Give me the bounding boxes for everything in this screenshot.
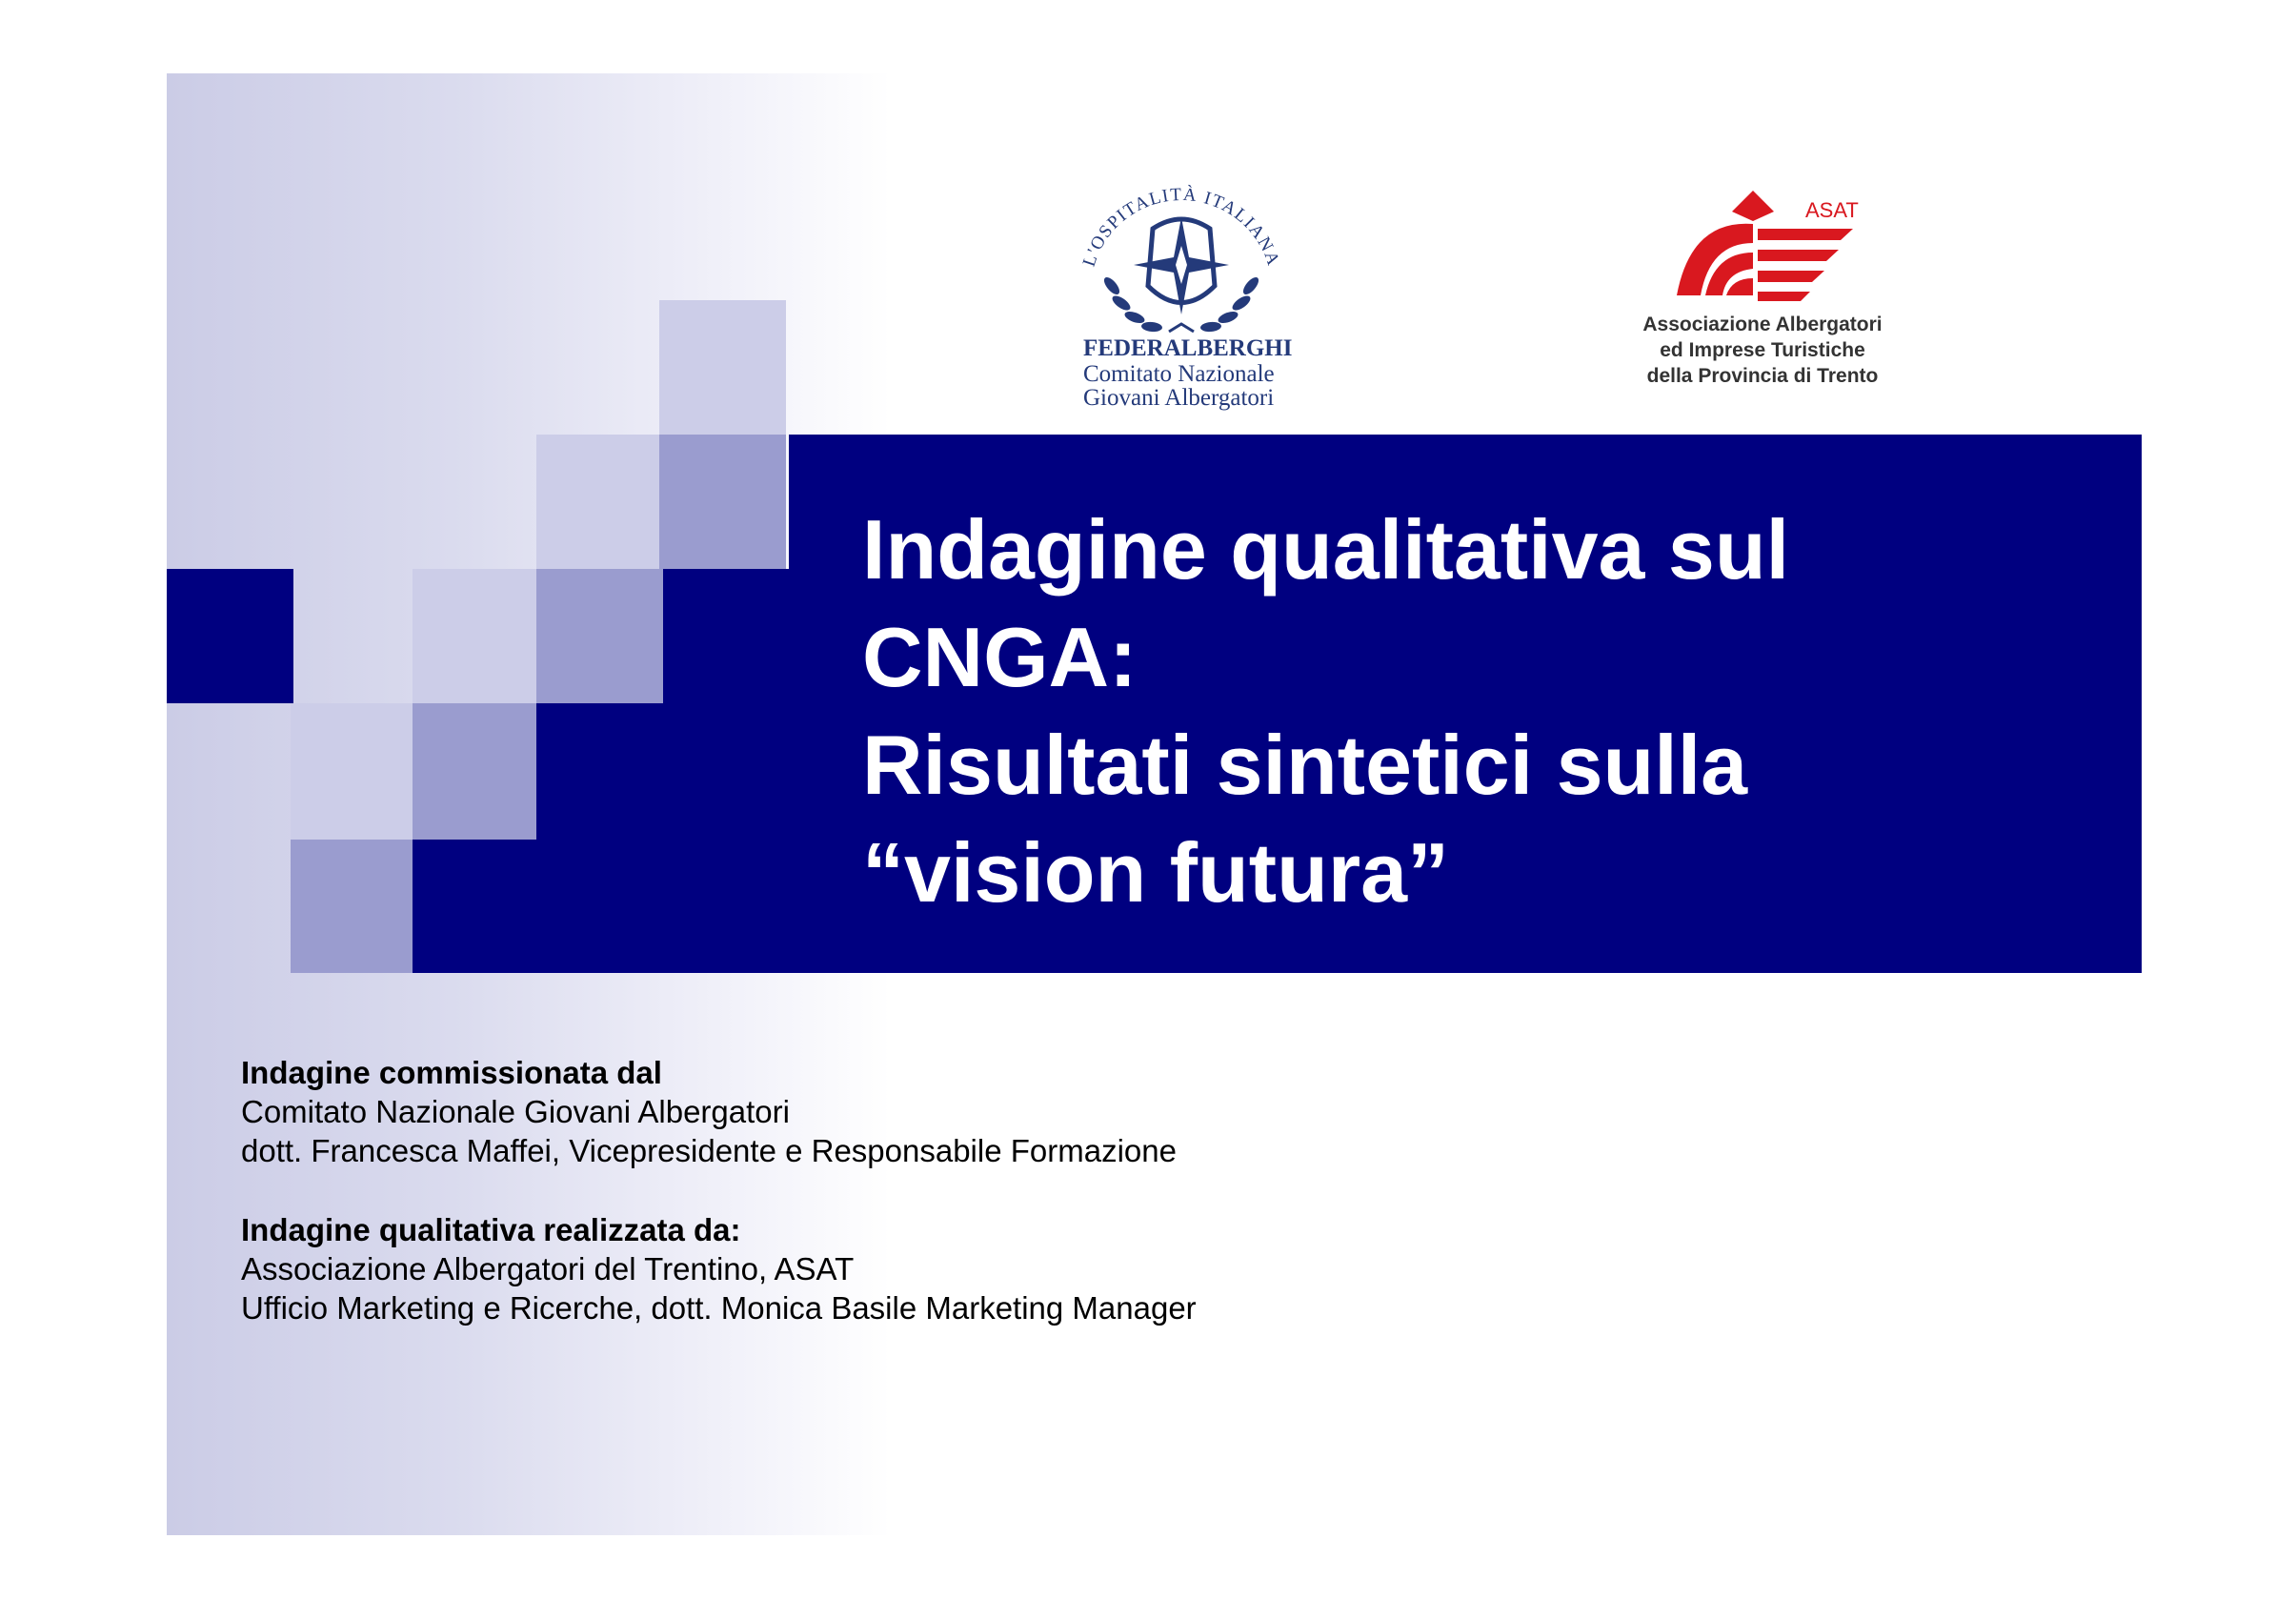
federalberghi-arc-text: L'OSPITALITÀ ITALIANA <box>1078 184 1284 270</box>
commissioned-heading: Indagine commissionata dal <box>241 1055 662 1090</box>
deco-square <box>413 840 789 973</box>
deco-square <box>291 703 413 840</box>
asat-line: Associazione Albergatori <box>1642 314 1883 335</box>
title-line: “vision futura” <box>862 825 1450 920</box>
federalberghi-name: FEDERALBERGHI <box>1083 335 1293 361</box>
federalberghi-line: Giovani Albergatori <box>1083 385 1275 411</box>
asat-line: ed Imprese Turistiche <box>1660 339 1865 361</box>
deco-square <box>413 569 536 703</box>
federalberghi-text <box>1083 335 1292 410</box>
asat-text <box>1610 312 1915 389</box>
commissioned-line: Comitato Nazionale Giovani Albergatori <box>241 1094 790 1129</box>
asat-badge-text: ASAT <box>1805 198 1859 222</box>
asat-line: della Provincia di Trento <box>1646 365 1879 387</box>
slide-title <box>862 496 2129 926</box>
federalberghi-line: Comitato Nazionale <box>1083 361 1275 387</box>
deco-square <box>167 569 293 703</box>
title-line: Risultati sintetici sulla <box>862 718 1748 812</box>
deco-square <box>536 703 789 840</box>
deco-square <box>659 300 786 435</box>
title-line: Indagine qualitativa sul <box>862 502 1790 597</box>
deco-square <box>536 569 663 703</box>
commissioned-line: dott. Francesca Maffei, Vicepresidente e Responsabile Formazione <box>241 1133 1177 1168</box>
credits-block <box>241 1053 1197 1327</box>
realized-line: Ufficio Marketing e Ricerche, dott. Monica Basile Marketing Manager <box>241 1290 1197 1326</box>
title-line: CNGA: <box>862 610 1138 704</box>
deco-square <box>659 435 786 569</box>
deco-square <box>536 435 659 569</box>
deco-square <box>663 569 789 703</box>
realized-line: Associazione Albergatori del Trentino, ASAT <box>241 1251 855 1286</box>
realized-heading: Indagine qualitativa realizzata da: <box>241 1212 741 1247</box>
deco-square <box>291 840 413 973</box>
deco-square <box>413 703 539 840</box>
